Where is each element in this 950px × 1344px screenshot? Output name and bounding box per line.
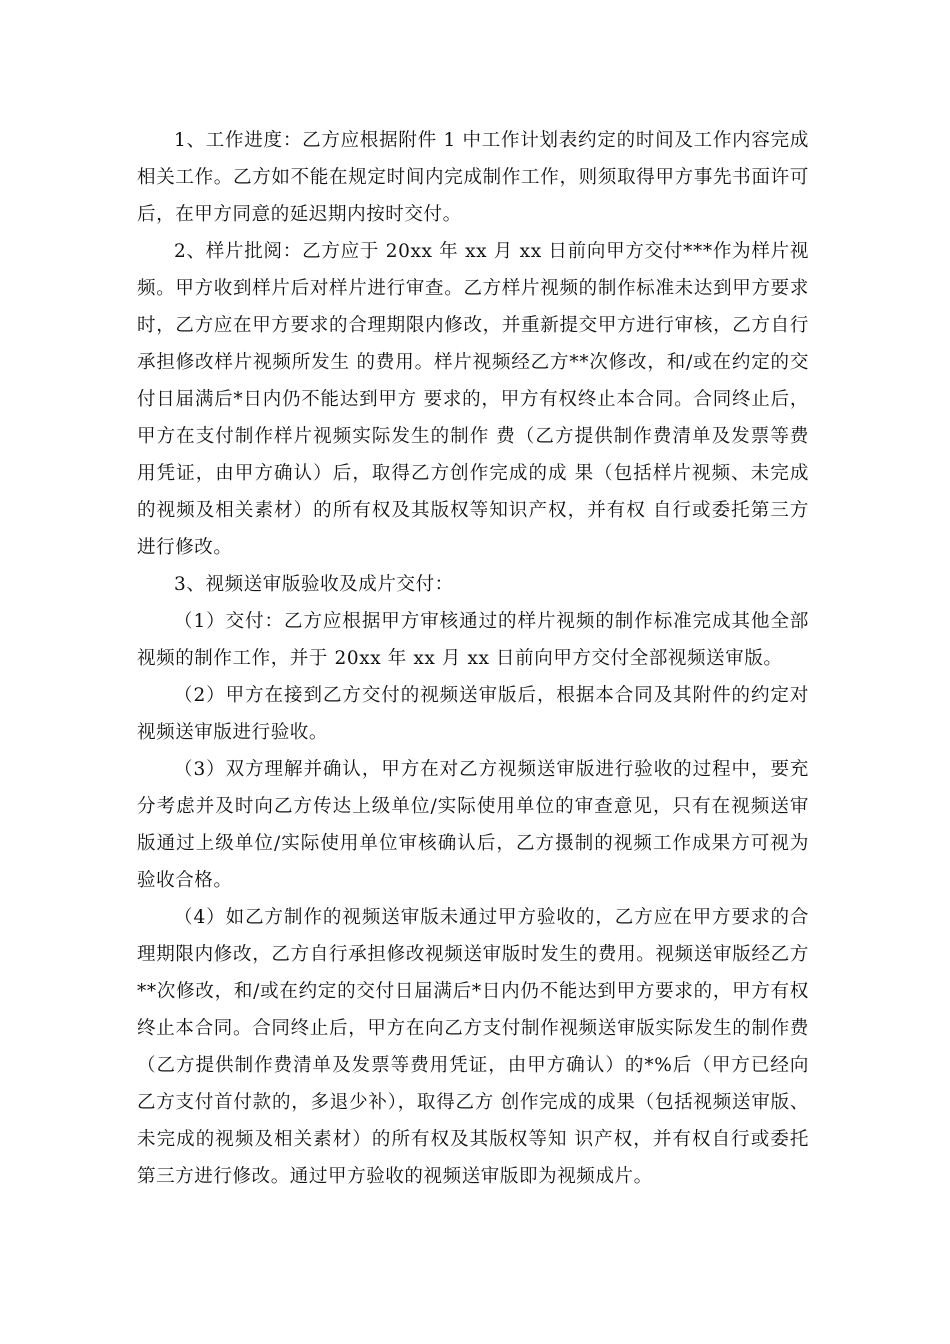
clause-sample-review: 2、样片批阅：乙方应于 20xx 年 xx 月 xx 日前向甲方交付***作为样片视频。甲方收到样片后对样片进行审查。乙方样片视频的制作标准未达到甲方要求时，乙方应在甲方要求的合理期限内修改，并重新提交甲方进行审核，乙方自行承担修改样片视频所发生 的费用。样片视频经乙方**次修改，和/或在约定的交付日届满后*日内仍不能达到甲方 要求的，甲方有权终止本合同。合同终止后，甲方在支付制作样片视频实际发生的制作 费（乙方提供制作费清单及发票等费用凭证，由甲方确认）后，取得乙方创作完成的成 果（包括样片视频、未完成的视频及相关素材）的所有权及其版权等知识产权，并有权 自行或委托第三方进行修改。 bbox=[137, 241, 809, 558]
clause-acceptance-heading: 3、视频送审版验收及成片交付： bbox=[174, 574, 454, 595]
subclause-mutual-understanding: （3）双方理解并确认，甲方在对乙方视频送审版进行验收的过程中，要充分考虑并及时向乙方传达上级单位/实际使用单位的审查意见，只有在视频送审版通过上级单位/实际使用单位审核确认后，乙方摄制的视频工作成果方可视为验收合格。 bbox=[137, 759, 809, 891]
subclause-acceptance: （2）甲方在接到乙方交付的视频送审版后，根据本合同及其附件的约定对视频送审版进行验收。 bbox=[137, 685, 809, 743]
subclause-delivery: （1）交付：乙方应根据甲方审核通过的样片视频的制作标准完成其他全部视频的制作工作，并于 20xx 年 xx 月 xx 日前向甲方交付全部视频送审版。 bbox=[137, 611, 809, 669]
document-body bbox=[137, 122, 809, 1195]
clause-work-progress: 1、工作进度：乙方应根据附件 1 中工作计划表约定的时间及工作内容完成相关工作。乙方如不能在规定时间内完成制作工作，则须取得甲方事先书面许可后，在甲方同意的延迟期内按时交付。 bbox=[137, 130, 809, 225]
subclause-failed-acceptance: （4）如乙方制作的视频送审版未通过甲方验收的，乙方应在甲方要求的合理期限内修改，乙方自行承担修改视频送审版时发生的费用。视频送审版经乙方**次修改，和/或在约定的交付日届满后*日内仍不能达到甲方要求的，甲方有权终止本合同。合同终止后，甲方在向乙方支付制作视频送审版实际发生的制作费（乙方提供制作费清单及发票等费用凭证，由甲方确认）的*%后（甲方已经向乙方支付首付款的，多退少补），取得乙方 创作完成的成果（包括视频送审版、未完成的视频及相关素材）的所有权及其版权等知 识产权，并有权自行或委托第三方进行修改。通过甲方验收的视频送审版即为视频成片。 bbox=[137, 907, 809, 1187]
